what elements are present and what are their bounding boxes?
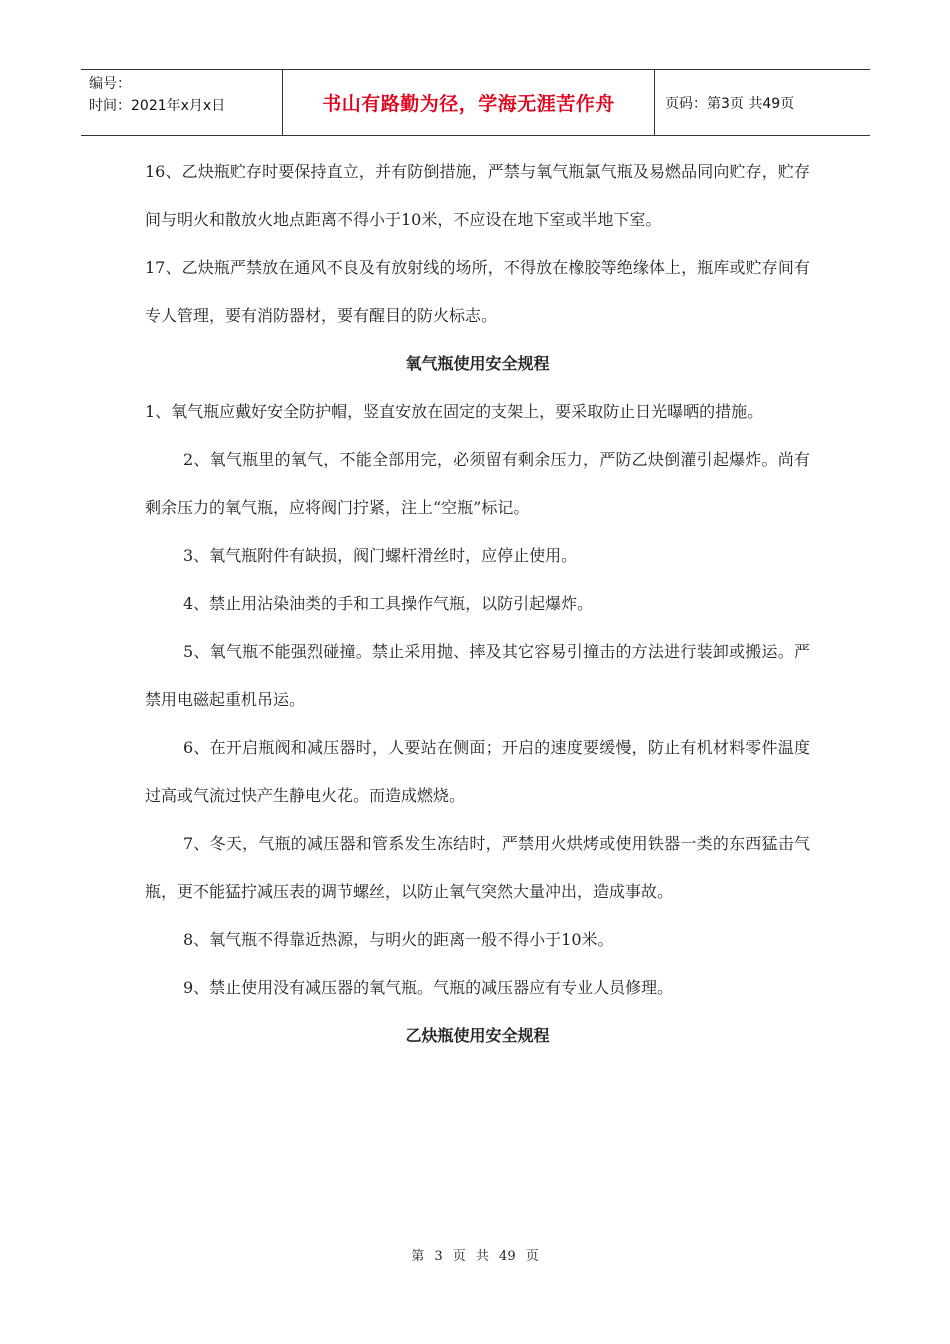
header-motto: 书山有路勤为径，学海无涯苦作舟 (282, 70, 655, 135)
paragraph-17: 17、乙炔瓶严禁放在通风不良及有放射线的场所，不得放在橡胶等绝缘体上，瓶库或贮存间有专人管理，要有消防器材，要有醒目的防火标志。 (145, 258, 810, 325)
header-page-number: 页码：第3页 共49页 (665, 95, 795, 112)
code-label: 编号： (89, 76, 131, 92)
document-body (145, 148, 810, 1060)
oxygen-rule-9: 9、禁止使用没有减压器的氧气瓶。气瓶的减压器应有专业人员修理。 (183, 978, 674, 997)
time-label: 时间：2021年x月x日 (89, 98, 226, 114)
oxygen-rule-1: 1、氧气瓶应戴好安全防护帽，竖直安放在固定的支架上，要采取防止日光曝晒的措施。 (145, 402, 764, 421)
section-title-oxygen: 氧气瓶使用安全规程 (405, 354, 550, 373)
header-meta (81, 70, 282, 135)
oxygen-rule-3: 3、氧气瓶附件有缺损，阀门螺杆滑丝时，应停止使用。 (183, 546, 578, 565)
oxygen-rule-2: 2、氧气瓶里的氧气，不能全部用完，必须留有剩余压力，严防乙炔倒灌引起爆炸。尚有剩余压力的氧气瓶，应将阀门拧紧，注上“空瓶”标记。 (145, 450, 810, 517)
section-title-acetylene: 乙炔瓶使用安全规程 (405, 1026, 550, 1045)
page-header (81, 69, 870, 136)
oxygen-rule-4: 4、禁止用沾染油类的手和工具操作气瓶，以防引起爆炸。 (183, 594, 594, 613)
paragraph-16: 16、乙炔瓶贮存时要保持直立，并有防倒措施，严禁与氧气瓶氯气瓶及易燃品同向贮存，贮存间与明火和散放火地点距离不得小于10米，不应设在地下室或半地下室。 (145, 162, 810, 229)
page-footer: 第 3 页 共 49 页 (411, 1249, 539, 1264)
oxygen-rule-5: 5、氧气瓶不能强烈碰撞。禁止采用抛、摔及其它容易引撞击的方法进行装卸或搬运。严禁用电磁起重机吊运。 (145, 642, 810, 709)
oxygen-rule-6: 6、在开启瓶阀和减压器时，人要站在侧面；开启的速度要缓慢，防止有机材料零件温度过高或气流过快产生静电火花。而造成燃烧。 (145, 738, 810, 805)
oxygen-rule-8: 8、氧气瓶不得靠近热源，与明火的距离一般不得小于10米。 (183, 930, 614, 949)
oxygen-rule-7: 7、冬天，气瓶的减压器和管系发生冻结时，严禁用火烘烤或使用铁器一类的东西猛击气瓶，更不能猛拧减压表的调节螺丝，以防止氧气突然大量冲出，造成事故。 (145, 834, 810, 901)
